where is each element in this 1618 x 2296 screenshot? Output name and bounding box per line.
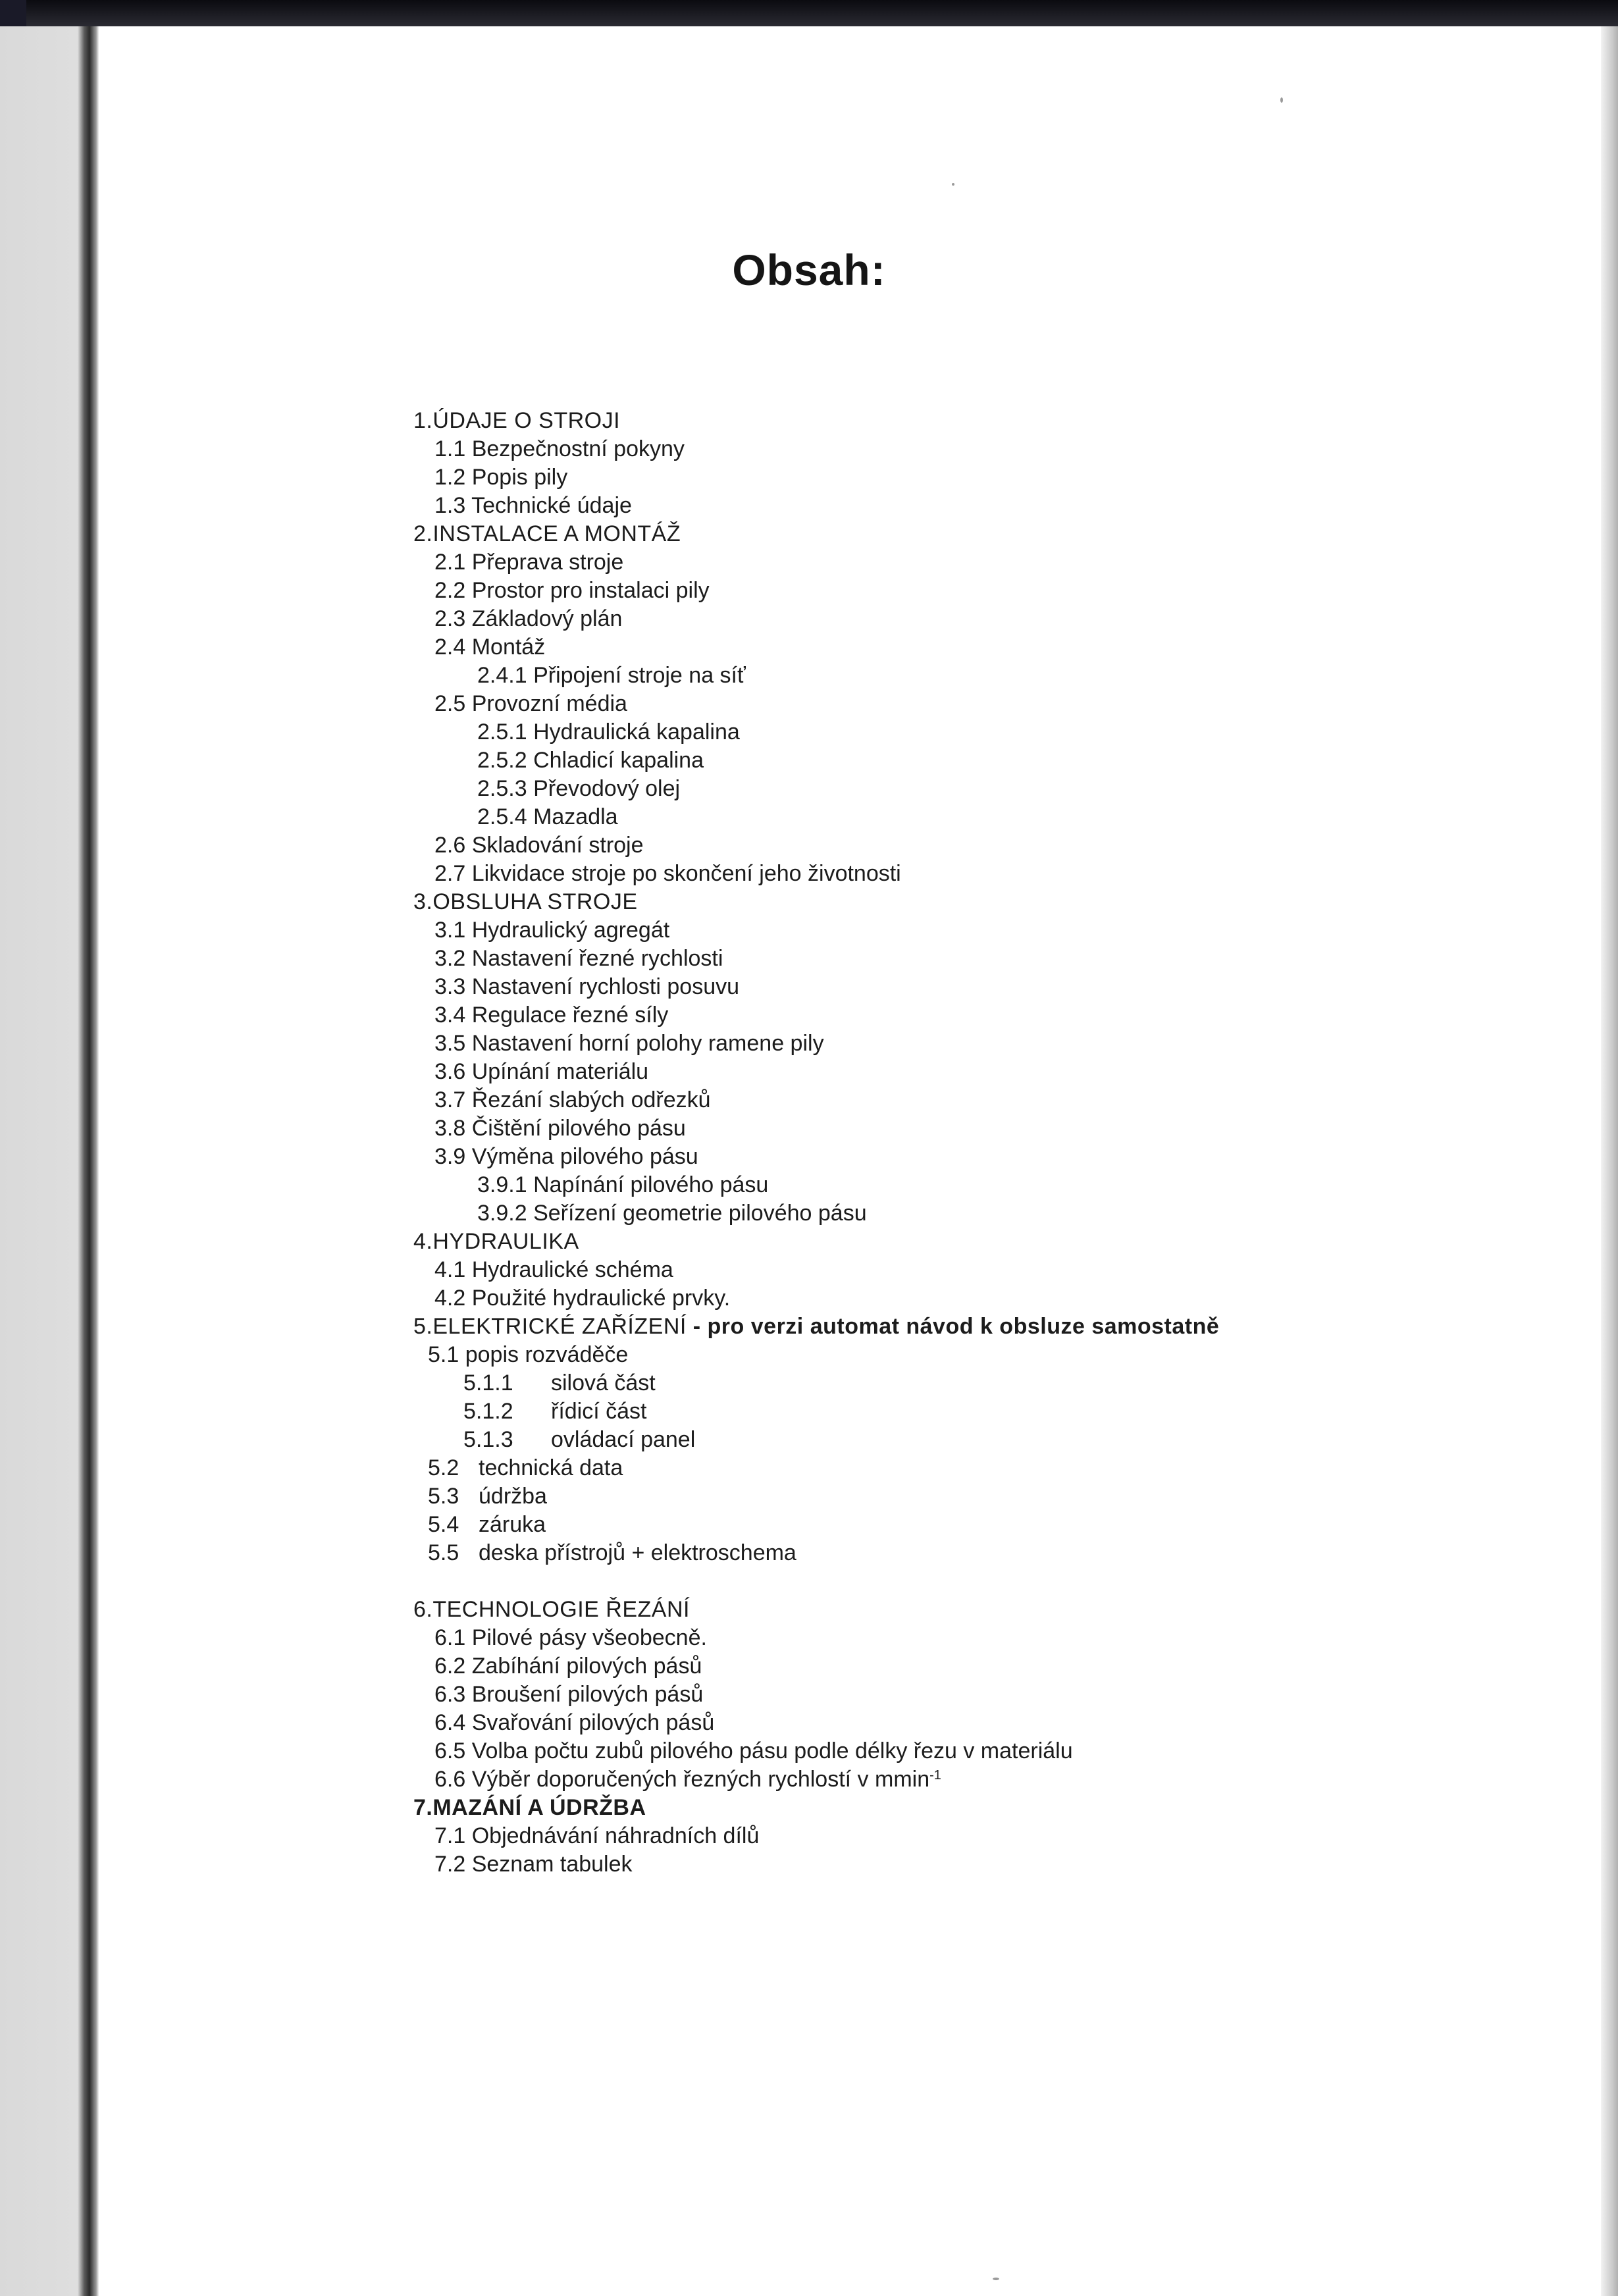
toc-item bbox=[413, 1171, 1572, 1199]
toc-item-label: 3.9 Výměna pilového pásu bbox=[434, 1144, 698, 1169]
toc-item bbox=[413, 492, 1572, 520]
toc-item-label: 6.6 Výběr doporučených řezných rychlostí v mmin bbox=[434, 1767, 930, 1792]
toc-item-number: 5.4 bbox=[428, 1512, 459, 1537]
toc-item-label: 3.2 Nastavení řezné rychlosti bbox=[434, 946, 723, 971]
scan-right-border bbox=[1601, 26, 1618, 2296]
toc-item-label: 4.HYDRAULIKA bbox=[413, 1229, 579, 1254]
toc-item bbox=[413, 548, 1572, 577]
toc-item-number: 5.1.2 bbox=[463, 1399, 513, 1424]
toc-item bbox=[413, 1030, 1572, 1058]
toc-item-label: 3.5 Nastavení horní polohy ramene pily bbox=[434, 1031, 824, 1056]
toc-item bbox=[413, 1822, 1572, 1850]
toc-item bbox=[413, 1397, 1572, 1426]
toc-item bbox=[413, 1737, 1572, 1765]
toc-item-label: 7.MAZÁNÍ A ÚDRŽBA bbox=[413, 1795, 646, 1820]
toc-item bbox=[413, 803, 1572, 831]
toc-item-label: 2.4 Montáž bbox=[434, 635, 546, 660]
toc-item bbox=[413, 860, 1572, 888]
toc-section bbox=[413, 520, 1572, 548]
toc-item bbox=[413, 605, 1572, 633]
toc-item-label: 3.8 Čištění pilového pásu bbox=[434, 1116, 686, 1141]
toc-item bbox=[413, 1850, 1572, 1879]
toc-item bbox=[413, 1001, 1572, 1030]
toc-item bbox=[413, 1256, 1572, 1284]
toc-item-label: záruka bbox=[479, 1512, 546, 1537]
toc-item-label: 3.3 Nastavení rychlosti posuvu bbox=[434, 974, 740, 999]
toc-item bbox=[413, 1284, 1572, 1313]
toc-item-label: 2.4.1 Připojení stroje na síť bbox=[477, 663, 746, 688]
toc-item bbox=[413, 435, 1572, 463]
toc-item-label: 2.2 Prostor pro instalaci pily bbox=[434, 578, 710, 603]
toc-item bbox=[413, 633, 1572, 662]
toc-item bbox=[413, 463, 1572, 492]
toc-item bbox=[413, 1086, 1572, 1114]
toc-item-label: 2.5.3 Převodový olej bbox=[477, 776, 681, 801]
toc-item-label: silová část bbox=[551, 1370, 656, 1396]
toc-item bbox=[413, 1199, 1572, 1228]
toc-item bbox=[413, 746, 1572, 775]
toc-item-label: údržba bbox=[479, 1484, 547, 1509]
toc-item-number: 5.5 bbox=[428, 1540, 459, 1565]
toc-item-label: 1.1 Bezpečnostní pokyny bbox=[434, 436, 685, 461]
toc-item-label: 6.TECHNOLOGIE ŘEZÁNÍ bbox=[413, 1597, 690, 1622]
toc-item bbox=[413, 1539, 1572, 1567]
toc-item-number: 5.1.3 bbox=[463, 1427, 513, 1452]
toc-item-label: 2.5.1 Hydraulická kapalina bbox=[477, 719, 740, 744]
toc-item-label: 2.5 Provozní média bbox=[434, 691, 627, 716]
toc-section bbox=[413, 1596, 1572, 1624]
toc-item bbox=[413, 718, 1572, 746]
toc-item-label: 1.3 Technické údaje bbox=[434, 493, 632, 518]
toc-item-label: řídicí část bbox=[551, 1399, 647, 1424]
toc-item-label: 5.ELEKTRICKÉ ZAŘÍZENÍ bbox=[413, 1314, 687, 1339]
toc-item-label: 2.7 Likvidace stroje po skončení jeho životnosti bbox=[434, 861, 901, 886]
toc-item-label: 3.1 Hydraulický agregát bbox=[434, 918, 670, 943]
toc-item bbox=[413, 1454, 1572, 1482]
toc-item bbox=[413, 1624, 1572, 1652]
toc-item-label: 6.2 Zabíhání pilových pásů bbox=[434, 1654, 702, 1679]
toc-item bbox=[413, 690, 1572, 718]
toc-item-label: 7.1 Objednávání náhradních dílů bbox=[434, 1823, 760, 1848]
toc-item bbox=[413, 1652, 1572, 1681]
toc-item bbox=[413, 662, 1572, 690]
scan-top-border bbox=[0, 0, 1618, 26]
page-title: Obsah: bbox=[732, 246, 886, 294]
toc-item bbox=[413, 1681, 1572, 1709]
toc-item-label: 7.2 Seznam tabulek bbox=[434, 1852, 633, 1877]
toc-item-label: 6.4 Svařování pilových pásů bbox=[434, 1710, 715, 1735]
toc-item-number: 5.2 bbox=[428, 1455, 459, 1480]
toc-item bbox=[413, 916, 1572, 945]
toc-item bbox=[413, 945, 1572, 973]
toc-section bbox=[413, 1794, 1572, 1822]
toc-item-label: 2.6 Skladování stroje bbox=[434, 833, 644, 858]
toc-item bbox=[413, 1058, 1572, 1086]
toc-item-number: 5.1.1 bbox=[463, 1370, 513, 1396]
toc-item-label: 5.1 popis rozváděče bbox=[428, 1342, 629, 1367]
toc-item bbox=[413, 1482, 1572, 1511]
toc-item-label: 2.INSTALACE A MONTÁŽ bbox=[413, 521, 681, 546]
toc-section bbox=[413, 1313, 1572, 1341]
toc-section bbox=[413, 888, 1572, 916]
toc-item-label: 6.3 Broušení pilových pásů bbox=[434, 1682, 704, 1707]
toc-item bbox=[413, 577, 1572, 605]
toc-item-label: deska přístrojů + elektroschema bbox=[479, 1540, 796, 1565]
scan-left-border bbox=[0, 26, 99, 2296]
toc-item-label: 2.1 Přeprava stroje bbox=[434, 550, 624, 575]
toc-item bbox=[413, 1709, 1572, 1737]
scan-speck bbox=[1280, 97, 1283, 103]
toc-item-label: 6.1 Pilové pásy všeobecně. bbox=[434, 1625, 707, 1650]
toc-item bbox=[413, 973, 1572, 1001]
table-of-contents bbox=[413, 407, 1572, 1879]
toc-item-label: 3.9.1 Napínání pilového pásu bbox=[477, 1172, 769, 1197]
scan-speck bbox=[952, 183, 954, 186]
toc-item bbox=[413, 1765, 1572, 1794]
toc-item-label: 2.5.2 Chladicí kapalina bbox=[477, 748, 704, 773]
toc-item bbox=[413, 1143, 1572, 1171]
toc-item-label: 1.2 Popis pily bbox=[434, 465, 568, 490]
toc-item-label: ovládací panel bbox=[551, 1427, 696, 1452]
scan-corner bbox=[0, 0, 26, 26]
toc-item-number: 5.3 bbox=[428, 1484, 459, 1509]
toc-item-label: 3.6 Upínání materiálu bbox=[434, 1059, 649, 1084]
toc-section bbox=[413, 407, 1572, 435]
toc-item bbox=[413, 1426, 1572, 1454]
toc-item-label: 3.7 Řezání slabých odřezků bbox=[434, 1087, 711, 1112]
toc-item-label: 4.2 Použité hydraulické prvky. bbox=[434, 1286, 731, 1311]
toc-item-label: 4.1 Hydraulické schéma bbox=[434, 1257, 673, 1282]
toc-item bbox=[413, 775, 1572, 803]
scan-speck bbox=[993, 2278, 999, 2280]
toc-item-label: 2.5.4 Mazadla bbox=[477, 804, 618, 829]
toc-item bbox=[413, 1369, 1572, 1397]
toc-item-label: 3.4 Regulace řezné síly bbox=[434, 1003, 669, 1028]
toc-item-label: 3.9.2 Seřízení geometrie pilového pásu bbox=[477, 1201, 867, 1226]
toc-item bbox=[413, 1511, 1572, 1539]
toc-item-label: 3.OBSLUHA STROJE bbox=[413, 889, 638, 914]
toc-item-label: 2.3 Základový plán bbox=[434, 606, 623, 631]
toc-section bbox=[413, 1228, 1572, 1256]
toc-item-label: technická data bbox=[479, 1455, 623, 1480]
toc-item bbox=[413, 831, 1572, 860]
toc-item-label: 6.5 Volba počtu zubů pilového pásu podle délky řezu v materiálu bbox=[434, 1738, 1073, 1763]
toc-item-note: - pro verzi automat návod k obsluze samostatně bbox=[686, 1314, 1220, 1339]
toc-item-superscript: -1 bbox=[929, 1768, 941, 1783]
toc-item-label: 1.ÚDAJE O STROJI bbox=[413, 408, 621, 433]
toc-item bbox=[413, 1341, 1572, 1369]
toc-item bbox=[413, 1114, 1572, 1143]
